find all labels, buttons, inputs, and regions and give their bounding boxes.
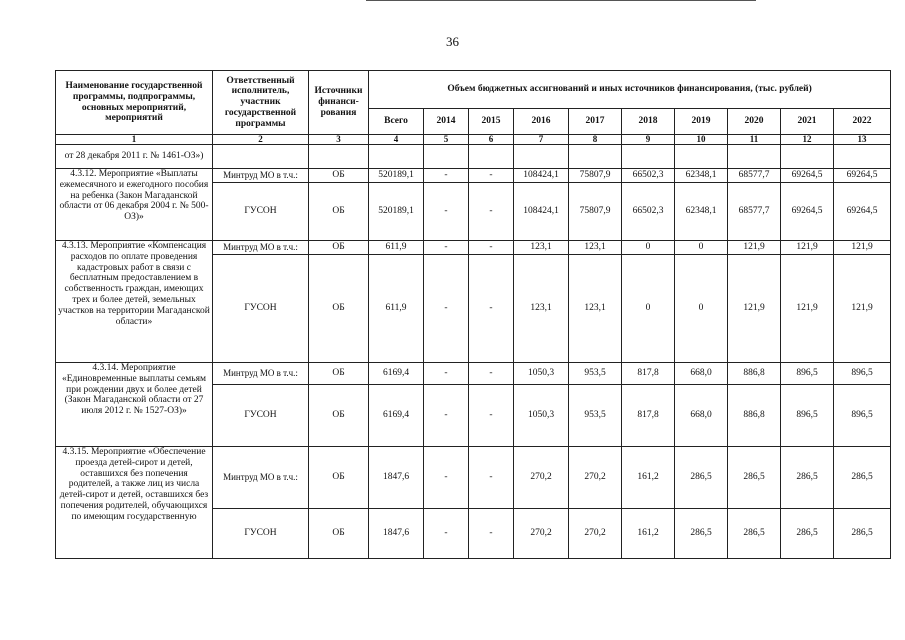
page-number: 36: [446, 34, 459, 49]
value-cell: 123,1: [569, 255, 622, 363]
value-cell: 108424,1: [514, 183, 569, 241]
column-number: 11: [728, 135, 781, 145]
value-cell: -: [469, 447, 514, 509]
value-cell: 896,5: [834, 385, 891, 447]
activity-name: 4.3.15. Мероприятие «Обеспечение проезда детей-сирот и детей, оставшихся без попечения родителей, а также лиц из числа детей-сирот и детей, оставшихся без попечения родителей, обучающихся по имеющим государственную: [56, 447, 213, 559]
value-cell: 75807,9: [569, 183, 622, 241]
column-number-row: [56, 135, 891, 145]
value-cell: 611,9: [369, 255, 424, 363]
value-cell: 161,2: [622, 447, 675, 509]
value-cell: 896,5: [834, 363, 891, 385]
value-cell: 286,5: [781, 447, 834, 509]
value-cell: 121,9: [834, 241, 891, 255]
top-border-line: [366, 0, 756, 1]
value-cell: 75807,9: [569, 169, 622, 183]
activity-name: 4.3.14. Мероприятие «Единовременные выплаты семьям при рождении двух и более детей (Закон Магаданской области от 27 июля 2012 г. № 1527-ОЗ)»: [56, 363, 213, 447]
value-cell: 69264,5: [781, 183, 834, 241]
header-year: 2019: [675, 109, 728, 135]
column-number: 2: [213, 135, 309, 145]
value-cell: 123,1: [514, 255, 569, 363]
source-cell: ОБ: [309, 183, 369, 241]
value-cell: 286,5: [834, 509, 891, 559]
executor-cell: ГУСОН: [213, 183, 309, 241]
value-cell: 69264,5: [781, 169, 834, 183]
value-cell: 953,5: [569, 385, 622, 447]
value-cell: -: [469, 509, 514, 559]
executor-cell: ГУСОН: [213, 509, 309, 559]
header-year: 2022: [834, 109, 891, 135]
value-cell: 121,9: [781, 241, 834, 255]
value-cell: 286,5: [834, 447, 891, 509]
value-cell: 69264,5: [834, 183, 891, 241]
header-year: 2017: [569, 109, 622, 135]
header-sources: Источники финанси-рования: [309, 71, 369, 135]
value-cell: 108424,1: [514, 169, 569, 183]
source-cell: ОБ: [309, 363, 369, 385]
value-cell: -: [469, 183, 514, 241]
source-cell: ОБ: [309, 241, 369, 255]
value-cell: 69264,5: [834, 169, 891, 183]
activity-name: 4.3.13. Мероприятие «Компенсация расходов по оплате проведения кадастровых работ в связи с бесплатным предоставлением в собственность граждан, имеющих трех и более детей, земельных участков на территории Магаданской области»: [56, 241, 213, 363]
value-cell: 123,1: [569, 241, 622, 255]
column-number: 6: [469, 135, 514, 145]
table-row: [56, 169, 891, 183]
value-cell: 68577,7: [728, 183, 781, 241]
header-year: 2015: [469, 109, 514, 135]
value-cell: 896,5: [781, 385, 834, 447]
value-cell: 520189,1: [369, 169, 424, 183]
value-cell: 1050,3: [514, 363, 569, 385]
column-number: 9: [622, 135, 675, 145]
value-cell: -: [424, 169, 469, 183]
value-cell: 611,9: [369, 241, 424, 255]
header-year: 2014: [424, 109, 469, 135]
value-cell: 286,5: [781, 509, 834, 559]
value-cell: 270,2: [514, 447, 569, 509]
value-cell: 668,0: [675, 363, 728, 385]
column-number: 7: [514, 135, 569, 145]
table-row: [56, 447, 891, 509]
value-cell: -: [424, 255, 469, 363]
source-cell: ОБ: [309, 447, 369, 509]
value-cell: 66502,3: [622, 169, 675, 183]
executor-cell: Минтруд МО в т.ч.:: [213, 447, 309, 509]
value-cell: 1050,3: [514, 385, 569, 447]
executor-cell: Минтруд МО в т.ч.:: [213, 169, 309, 183]
continuation-text: от 28 декабря 2011 г. № 1461-ОЗ»): [56, 145, 213, 169]
executor-cell: Минтруд МО в т.ч.:: [213, 241, 309, 255]
column-number: 1: [56, 135, 213, 145]
value-cell: -: [469, 255, 514, 363]
column-number: 3: [309, 135, 369, 145]
value-cell: 1847,6: [369, 447, 424, 509]
value-cell: -: [424, 509, 469, 559]
column-number: 10: [675, 135, 728, 145]
executor-cell: ГУСОН: [213, 255, 309, 363]
value-cell: 886,8: [728, 363, 781, 385]
source-cell: ОБ: [309, 385, 369, 447]
value-cell: -: [424, 363, 469, 385]
value-cell: 0: [675, 255, 728, 363]
column-number: 4: [369, 135, 424, 145]
value-cell: -: [469, 363, 514, 385]
value-cell: 817,8: [622, 385, 675, 447]
value-cell: -: [424, 241, 469, 255]
header-year: 2018: [622, 109, 675, 135]
value-cell: 286,5: [675, 509, 728, 559]
value-cell: 270,2: [569, 447, 622, 509]
value-cell: 1847,6: [369, 509, 424, 559]
column-number: 12: [781, 135, 834, 145]
value-cell: 953,5: [569, 363, 622, 385]
table-row: [56, 363, 891, 385]
value-cell: -: [424, 447, 469, 509]
header-executor: Ответственный исполнитель, участник государственной программы: [213, 71, 309, 135]
value-cell: 6169,4: [369, 363, 424, 385]
value-cell: 121,9: [834, 255, 891, 363]
value-cell: 121,9: [728, 255, 781, 363]
table-row: [56, 241, 891, 255]
value-cell: 161,2: [622, 509, 675, 559]
value-cell: 286,5: [675, 447, 728, 509]
value-cell: 817,8: [622, 363, 675, 385]
value-cell: 121,9: [781, 255, 834, 363]
value-cell: -: [469, 241, 514, 255]
header-volume: Объем бюджетных ассигнований и иных источников финансирования, (тыс. рублей): [369, 71, 891, 109]
header-year: 2016: [514, 109, 569, 135]
value-cell: 520189,1: [369, 183, 424, 241]
value-cell: 0: [622, 255, 675, 363]
header-year: 2020: [728, 109, 781, 135]
value-cell: -: [424, 183, 469, 241]
value-cell: 62348,1: [675, 183, 728, 241]
value-cell: 66502,3: [622, 183, 675, 241]
value-cell: 270,2: [514, 509, 569, 559]
header-year: 2021: [781, 109, 834, 135]
value-cell: 286,5: [728, 509, 781, 559]
column-number: 8: [569, 135, 622, 145]
value-cell: -: [469, 169, 514, 183]
value-cell: 286,5: [728, 447, 781, 509]
column-number: 13: [834, 135, 891, 145]
value-cell: 68577,7: [728, 169, 781, 183]
value-cell: 668,0: [675, 385, 728, 447]
value-cell: 886,8: [728, 385, 781, 447]
continuation-row: [56, 145, 891, 169]
column-number: 5: [424, 135, 469, 145]
value-cell: 0: [622, 241, 675, 255]
value-cell: 121,9: [728, 241, 781, 255]
value-cell: 0: [675, 241, 728, 255]
value-cell: 270,2: [569, 509, 622, 559]
executor-cell: Минтруд МО в т.ч.:: [213, 363, 309, 385]
value-cell: 62348,1: [675, 169, 728, 183]
activity-name: 4.3.12. Мероприятие «Выплаты ежемесячного и ежегодного пособия на ребенка (Закон Магаданской области от 06 декабря 2004 г. № 500-ОЗ)»: [56, 169, 213, 241]
value-cell: -: [424, 385, 469, 447]
source-cell: ОБ: [309, 255, 369, 363]
source-cell: ОБ: [309, 169, 369, 183]
budget-table: [55, 70, 891, 559]
source-cell: ОБ: [309, 509, 369, 559]
header-name: Наименование государственной программы, подпрограммы, основных мероприятий, мероприятий: [56, 71, 213, 135]
value-cell: 6169,4: [369, 385, 424, 447]
header-total: Всего: [369, 109, 424, 135]
value-cell: 896,5: [781, 363, 834, 385]
executor-cell: ГУСОН: [213, 385, 309, 447]
value-cell: 123,1: [514, 241, 569, 255]
value-cell: -: [469, 385, 514, 447]
